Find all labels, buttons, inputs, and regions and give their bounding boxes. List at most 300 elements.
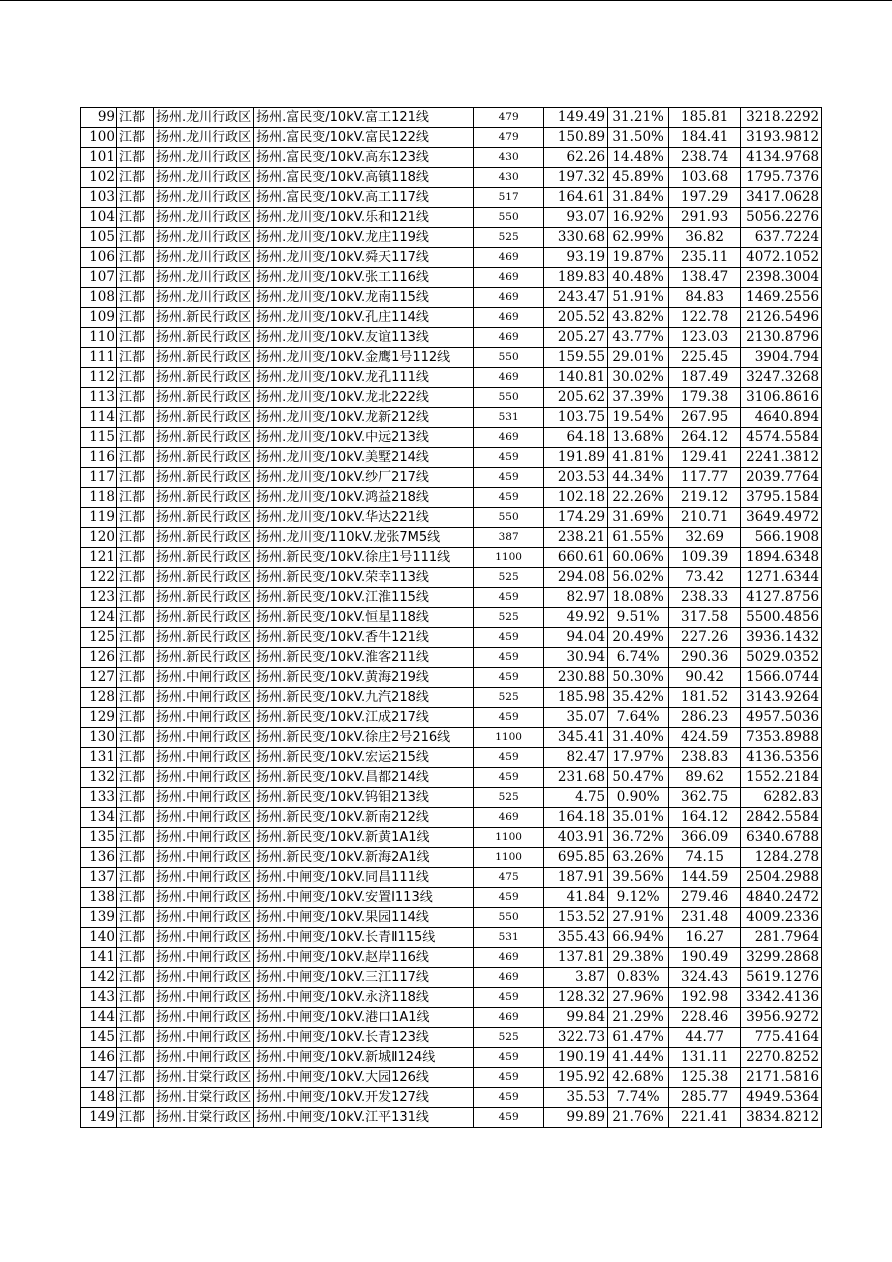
load-rate-cell[interactable]: 50.30%: [608, 668, 669, 688]
margin-energy-cell[interactable]: 5056.2276: [741, 208, 822, 228]
margin-cell[interactable]: 290.36: [669, 648, 741, 668]
capacity-cell[interactable]: 430: [474, 148, 544, 168]
zone-cell[interactable]: 扬州.龙川行政区: [154, 108, 254, 128]
margin-cell[interactable]: 90.42: [669, 668, 741, 688]
margin-energy-cell[interactable]: 3218.2292: [741, 108, 822, 128]
district-cell[interactable]: 江都: [117, 108, 154, 128]
capacity-cell[interactable]: 459: [474, 628, 544, 648]
row-number[interactable]: 123: [81, 588, 117, 608]
zone-cell[interactable]: 扬州.中闸行政区: [154, 688, 254, 708]
load-cell[interactable]: 4.75: [544, 788, 608, 808]
district-cell[interactable]: 江都: [117, 168, 154, 188]
zone-cell[interactable]: 扬州.龙川行政区: [154, 288, 254, 308]
feeder-line-cell[interactable]: 扬州.中闸变/10kV.同昌111线: [254, 868, 474, 888]
row-number[interactable]: 145: [81, 1028, 117, 1048]
zone-cell[interactable]: 扬州.中闸行政区: [154, 1008, 254, 1028]
margin-cell[interactable]: 291.93: [669, 208, 741, 228]
margin-energy-cell[interactable]: 4072.1052: [741, 248, 822, 268]
zone-cell[interactable]: 扬州.中闸行政区: [154, 1048, 254, 1068]
zone-cell[interactable]: 扬州.新民行政区: [154, 308, 254, 328]
zone-cell[interactable]: 扬州.新民行政区: [154, 508, 254, 528]
margin-energy-cell[interactable]: 4640.894: [741, 408, 822, 428]
load-rate-cell[interactable]: 43.77%: [608, 328, 669, 348]
load-cell[interactable]: 355.43: [544, 928, 608, 948]
feeder-line-cell[interactable]: 扬州.龙川变/10kV.张工116线: [254, 268, 474, 288]
zone-cell[interactable]: 扬州.中闸行政区: [154, 908, 254, 928]
load-cell[interactable]: 30.94: [544, 648, 608, 668]
load-cell[interactable]: 197.32: [544, 168, 608, 188]
load-cell[interactable]: 64.18: [544, 428, 608, 448]
district-cell[interactable]: 江都: [117, 548, 154, 568]
zone-cell[interactable]: 扬州.龙川行政区: [154, 148, 254, 168]
district-cell[interactable]: 江都: [117, 508, 154, 528]
row-number[interactable]: 120: [81, 528, 117, 548]
row-number[interactable]: 148: [81, 1088, 117, 1108]
load-cell[interactable]: 93.19: [544, 248, 608, 268]
feeder-line-cell[interactable]: 扬州.中闸变/10kV.新城Ⅱ124线: [254, 1048, 474, 1068]
feeder-line-cell[interactable]: 扬州.新民变/10kV.江淮115线: [254, 588, 474, 608]
margin-cell[interactable]: 164.12: [669, 808, 741, 828]
row-number[interactable]: 147: [81, 1068, 117, 1088]
margin-cell[interactable]: 286.23: [669, 708, 741, 728]
margin-energy-cell[interactable]: 2126.5496: [741, 308, 822, 328]
margin-energy-cell[interactable]: 3143.9264: [741, 688, 822, 708]
load-cell[interactable]: 187.91: [544, 868, 608, 888]
load-rate-cell[interactable]: 0.83%: [608, 968, 669, 988]
district-cell[interactable]: 江都: [117, 268, 154, 288]
district-cell[interactable]: 江都: [117, 808, 154, 828]
feeder-line-cell[interactable]: 扬州.龙川变/10kV.龙南115线: [254, 288, 474, 308]
row-number[interactable]: 111: [81, 348, 117, 368]
zone-cell[interactable]: 扬州.甘棠行政区: [154, 1088, 254, 1108]
zone-cell[interactable]: 扬州.新民行政区: [154, 628, 254, 648]
district-cell[interactable]: 江都: [117, 1088, 154, 1108]
row-number[interactable]: 104: [81, 208, 117, 228]
feeder-line-cell[interactable]: 扬州.新民变/10kV.恒星118线: [254, 608, 474, 628]
row-number[interactable]: 133: [81, 788, 117, 808]
district-cell[interactable]: 江都: [117, 968, 154, 988]
load-rate-cell[interactable]: 44.34%: [608, 468, 669, 488]
margin-energy-cell[interactable]: 4134.9768: [741, 148, 822, 168]
margin-energy-cell[interactable]: 3956.9272: [741, 1008, 822, 1028]
load-rate-cell[interactable]: 66.94%: [608, 928, 669, 948]
zone-cell[interactable]: 扬州.新民行政区: [154, 388, 254, 408]
feeder-line-cell[interactable]: 扬州.新民变/10kV.荣幸113线: [254, 568, 474, 588]
feeder-line-cell[interactable]: 扬州.龙川变/10kV.纱厂217线: [254, 468, 474, 488]
margin-energy-cell[interactable]: 4127.8756: [741, 588, 822, 608]
load-cell[interactable]: 403.91: [544, 828, 608, 848]
margin-cell[interactable]: 362.75: [669, 788, 741, 808]
load-rate-cell[interactable]: 27.91%: [608, 908, 669, 928]
feeder-line-cell[interactable]: 扬州.新民变/10kV.香牛121线: [254, 628, 474, 648]
feeder-line-cell[interactable]: 扬州.中闸变/10kV.开发127线: [254, 1088, 474, 1108]
capacity-cell[interactable]: 531: [474, 408, 544, 428]
load-rate-cell[interactable]: 43.82%: [608, 308, 669, 328]
margin-energy-cell[interactable]: 566.1908: [741, 528, 822, 548]
row-number[interactable]: 121: [81, 548, 117, 568]
margin-energy-cell[interactable]: 2039.7764: [741, 468, 822, 488]
load-cell[interactable]: 185.98: [544, 688, 608, 708]
capacity-cell[interactable]: 525: [474, 228, 544, 248]
row-number[interactable]: 105: [81, 228, 117, 248]
feeder-line-cell[interactable]: 扬州.中闸变/10kV.安置Ⅰ113线: [254, 888, 474, 908]
margin-energy-cell[interactable]: 2504.2988: [741, 868, 822, 888]
district-cell[interactable]: 江都: [117, 368, 154, 388]
feeder-line-cell[interactable]: 扬州.新民变/10kV.钨钼213线: [254, 788, 474, 808]
district-cell[interactable]: 江都: [117, 988, 154, 1008]
load-rate-cell[interactable]: 42.68%: [608, 1068, 669, 1088]
feeder-line-cell[interactable]: 扬州.新民变/10kV.宏运215线: [254, 748, 474, 768]
row-number[interactable]: 134: [81, 808, 117, 828]
margin-energy-cell[interactable]: 3193.9812: [741, 128, 822, 148]
load-rate-cell[interactable]: 19.87%: [608, 248, 669, 268]
load-cell[interactable]: 82.47: [544, 748, 608, 768]
load-rate-cell[interactable]: 31.21%: [608, 108, 669, 128]
margin-cell[interactable]: 424.59: [669, 728, 741, 748]
zone-cell[interactable]: 扬州.龙川行政区: [154, 168, 254, 188]
load-rate-cell[interactable]: 9.12%: [608, 888, 669, 908]
feeder-line-cell[interactable]: 扬州.新民变/10kV.新南212线: [254, 808, 474, 828]
margin-energy-cell[interactable]: 4949.5364: [741, 1088, 822, 1108]
margin-energy-cell[interactable]: 4574.5584: [741, 428, 822, 448]
zone-cell[interactable]: 扬州.新民行政区: [154, 328, 254, 348]
feeder-line-cell[interactable]: 扬州.龙川变/10kV.龙孔111线: [254, 368, 474, 388]
zone-cell[interactable]: 扬州.中闸行政区: [154, 748, 254, 768]
load-rate-cell[interactable]: 16.92%: [608, 208, 669, 228]
zone-cell[interactable]: 扬州.新民行政区: [154, 608, 254, 628]
row-number[interactable]: 128: [81, 688, 117, 708]
row-number[interactable]: 115: [81, 428, 117, 448]
margin-energy-cell[interactable]: 2398.3004: [741, 268, 822, 288]
margin-cell[interactable]: 144.59: [669, 868, 741, 888]
margin-energy-cell[interactable]: 3342.4136: [741, 988, 822, 1008]
margin-energy-cell[interactable]: 1894.6348: [741, 548, 822, 568]
row-number[interactable]: 102: [81, 168, 117, 188]
margin-cell[interactable]: 109.39: [669, 548, 741, 568]
district-cell[interactable]: 江都: [117, 588, 154, 608]
load-cell[interactable]: 195.92: [544, 1068, 608, 1088]
district-cell[interactable]: 江都: [117, 628, 154, 648]
margin-cell[interactable]: 225.45: [669, 348, 741, 368]
district-cell[interactable]: 江都: [117, 928, 154, 948]
zone-cell[interactable]: 扬州.新民行政区: [154, 428, 254, 448]
feeder-line-cell[interactable]: 扬州.中闸变/10kV.长青123线: [254, 1028, 474, 1048]
feeder-line-cell[interactable]: 扬州.新民变/10kV.徐庄1号111线: [254, 548, 474, 568]
capacity-cell[interactable]: 469: [474, 1008, 544, 1028]
feeder-line-cell[interactable]: 扬州.新民变/10kV.徐庄2号216线: [254, 728, 474, 748]
load-cell[interactable]: 243.47: [544, 288, 608, 308]
margin-energy-cell[interactable]: 2842.5584: [741, 808, 822, 828]
load-cell[interactable]: 49.92: [544, 608, 608, 628]
row-number[interactable]: 118: [81, 488, 117, 508]
capacity-cell[interactable]: 550: [474, 208, 544, 228]
feeder-line-cell[interactable]: 扬州.富民变/10kV.高工117线: [254, 188, 474, 208]
capacity-cell[interactable]: 459: [474, 708, 544, 728]
margin-cell[interactable]: 123.03: [669, 328, 741, 348]
row-number[interactable]: 138: [81, 888, 117, 908]
district-cell[interactable]: 江都: [117, 668, 154, 688]
load-rate-cell[interactable]: 35.01%: [608, 808, 669, 828]
load-cell[interactable]: 322.73: [544, 1028, 608, 1048]
district-cell[interactable]: 江都: [117, 1028, 154, 1048]
district-cell[interactable]: 江都: [117, 408, 154, 428]
load-cell[interactable]: 190.19: [544, 1048, 608, 1068]
load-rate-cell[interactable]: 61.47%: [608, 1028, 669, 1048]
margin-cell[interactable]: 190.49: [669, 948, 741, 968]
margin-cell[interactable]: 36.82: [669, 228, 741, 248]
load-cell[interactable]: 82.97: [544, 588, 608, 608]
margin-energy-cell[interactable]: 7353.8988: [741, 728, 822, 748]
zone-cell[interactable]: 扬州.中闸行政区: [154, 808, 254, 828]
feeder-line-cell[interactable]: 扬州.新民变/10kV.黄海219线: [254, 668, 474, 688]
load-rate-cell[interactable]: 17.97%: [608, 748, 669, 768]
load-rate-cell[interactable]: 18.08%: [608, 588, 669, 608]
margin-cell[interactable]: 238.33: [669, 588, 741, 608]
zone-cell[interactable]: 扬州.甘棠行政区: [154, 1068, 254, 1088]
capacity-cell[interactable]: 459: [474, 1048, 544, 1068]
row-number[interactable]: 113: [81, 388, 117, 408]
capacity-cell[interactable]: 469: [474, 328, 544, 348]
row-number[interactable]: 114: [81, 408, 117, 428]
load-rate-cell[interactable]: 51.91%: [608, 288, 669, 308]
district-cell[interactable]: 江都: [117, 748, 154, 768]
margin-energy-cell[interactable]: 3649.4972: [741, 508, 822, 528]
district-cell[interactable]: 江都: [117, 948, 154, 968]
margin-energy-cell[interactable]: 4136.5356: [741, 748, 822, 768]
row-number[interactable]: 110: [81, 328, 117, 348]
zone-cell[interactable]: 扬州.中闸行政区: [154, 848, 254, 868]
feeder-line-cell[interactable]: 扬州.龙川变/10kV.舜天117线: [254, 248, 474, 268]
capacity-cell[interactable]: 479: [474, 128, 544, 148]
zone-cell[interactable]: 扬州.新民行政区: [154, 648, 254, 668]
capacity-cell[interactable]: 1100: [474, 848, 544, 868]
district-cell[interactable]: 江都: [117, 728, 154, 748]
zone-cell[interactable]: 扬州.龙川行政区: [154, 228, 254, 248]
margin-energy-cell[interactable]: 3247.3268: [741, 368, 822, 388]
district-cell[interactable]: 江都: [117, 848, 154, 868]
margin-energy-cell[interactable]: 1469.2556: [741, 288, 822, 308]
zone-cell[interactable]: 扬州.龙川行政区: [154, 128, 254, 148]
margin-cell[interactable]: 103.68: [669, 168, 741, 188]
district-cell[interactable]: 江都: [117, 428, 154, 448]
margin-energy-cell[interactable]: 5029.0352: [741, 648, 822, 668]
margin-energy-cell[interactable]: 5500.4856: [741, 608, 822, 628]
zone-cell[interactable]: 扬州.甘棠行政区: [154, 1108, 254, 1128]
load-cell[interactable]: 128.32: [544, 988, 608, 1008]
feeder-line-cell[interactable]: 扬州.中闸变/10kV.赵岸116线: [254, 948, 474, 968]
capacity-cell[interactable]: 430: [474, 168, 544, 188]
district-cell[interactable]: 江都: [117, 1048, 154, 1068]
margin-cell[interactable]: 184.41: [669, 128, 741, 148]
margin-energy-cell[interactable]: 4957.5036: [741, 708, 822, 728]
margin-cell[interactable]: 231.48: [669, 908, 741, 928]
feeder-line-cell[interactable]: 扬州.龙川变/10kV.鸿益218线: [254, 488, 474, 508]
row-number[interactable]: 103: [81, 188, 117, 208]
capacity-cell[interactable]: 469: [474, 948, 544, 968]
district-cell[interactable]: 江都: [117, 608, 154, 628]
capacity-cell[interactable]: 459: [474, 748, 544, 768]
capacity-cell[interactable]: 469: [474, 968, 544, 988]
margin-cell[interactable]: 117.77: [669, 468, 741, 488]
district-cell[interactable]: 江都: [117, 308, 154, 328]
zone-cell[interactable]: 扬州.中闸行政区: [154, 928, 254, 948]
capacity-cell[interactable]: 531: [474, 928, 544, 948]
load-rate-cell[interactable]: 36.72%: [608, 828, 669, 848]
capacity-cell[interactable]: 459: [474, 1068, 544, 1088]
capacity-cell[interactable]: 469: [474, 288, 544, 308]
capacity-cell[interactable]: 517: [474, 188, 544, 208]
margin-cell[interactable]: 131.11: [669, 1048, 741, 1068]
margin-energy-cell[interactable]: 3795.1584: [741, 488, 822, 508]
zone-cell[interactable]: 扬州.龙川行政区: [154, 208, 254, 228]
margin-cell[interactable]: 219.12: [669, 488, 741, 508]
margin-cell[interactable]: 185.81: [669, 108, 741, 128]
margin-energy-cell[interactable]: 1795.7376: [741, 168, 822, 188]
capacity-cell[interactable]: 550: [474, 508, 544, 528]
capacity-cell[interactable]: 525: [474, 1028, 544, 1048]
zone-cell[interactable]: 扬州.中闸行政区: [154, 948, 254, 968]
zone-cell[interactable]: 扬州.中闸行政区: [154, 968, 254, 988]
margin-energy-cell[interactable]: 3936.1432: [741, 628, 822, 648]
zone-cell[interactable]: 扬州.中闸行政区: [154, 828, 254, 848]
load-rate-cell[interactable]: 35.42%: [608, 688, 669, 708]
row-number[interactable]: 135: [81, 828, 117, 848]
feeder-line-cell[interactable]: 扬州.中闸变/10kV.江平131线: [254, 1108, 474, 1128]
feeder-line-cell[interactable]: 扬州.龙川变/10kV.金鹰1号112线: [254, 348, 474, 368]
feeder-line-cell[interactable]: 扬州.新民变/10kV.淮客211线: [254, 648, 474, 668]
row-number[interactable]: 119: [81, 508, 117, 528]
district-cell[interactable]: 江都: [117, 228, 154, 248]
row-number[interactable]: 139: [81, 908, 117, 928]
zone-cell[interactable]: 扬州.中闸行政区: [154, 1028, 254, 1048]
margin-cell[interactable]: 267.95: [669, 408, 741, 428]
load-rate-cell[interactable]: 31.84%: [608, 188, 669, 208]
load-cell[interactable]: 93.07: [544, 208, 608, 228]
row-number[interactable]: 109: [81, 308, 117, 328]
margin-cell[interactable]: 238.74: [669, 148, 741, 168]
capacity-cell[interactable]: 550: [474, 388, 544, 408]
margin-cell[interactable]: 324.43: [669, 968, 741, 988]
margin-energy-cell[interactable]: 637.7224: [741, 228, 822, 248]
row-number[interactable]: 107: [81, 268, 117, 288]
margin-energy-cell[interactable]: 4009.2336: [741, 908, 822, 928]
capacity-cell[interactable]: 525: [474, 688, 544, 708]
margin-energy-cell[interactable]: 4840.2472: [741, 888, 822, 908]
capacity-cell[interactable]: 1100: [474, 548, 544, 568]
district-cell[interactable]: 江都: [117, 568, 154, 588]
margin-cell[interactable]: 138.47: [669, 268, 741, 288]
capacity-cell[interactable]: 469: [474, 248, 544, 268]
district-cell[interactable]: 江都: [117, 1108, 154, 1128]
feeder-line-cell[interactable]: 扬州.新民变/10kV.新海2A1线: [254, 848, 474, 868]
load-rate-cell[interactable]: 50.47%: [608, 768, 669, 788]
load-cell[interactable]: 205.62: [544, 388, 608, 408]
district-cell[interactable]: 江都: [117, 248, 154, 268]
margin-cell[interactable]: 125.38: [669, 1068, 741, 1088]
zone-cell[interactable]: 扬州.中闸行政区: [154, 768, 254, 788]
zone-cell[interactable]: 扬州.新民行政区: [154, 368, 254, 388]
district-cell[interactable]: 江都: [117, 688, 154, 708]
load-rate-cell[interactable]: 9.51%: [608, 608, 669, 628]
margin-energy-cell[interactable]: 3106.8616: [741, 388, 822, 408]
district-cell[interactable]: 江都: [117, 348, 154, 368]
load-rate-cell[interactable]: 41.81%: [608, 448, 669, 468]
margin-cell[interactable]: 129.41: [669, 448, 741, 468]
district-cell[interactable]: 江都: [117, 908, 154, 928]
capacity-cell[interactable]: 459: [474, 768, 544, 788]
load-cell[interactable]: 137.81: [544, 948, 608, 968]
load-cell[interactable]: 345.41: [544, 728, 608, 748]
load-rate-cell[interactable]: 31.50%: [608, 128, 669, 148]
margin-energy-cell[interactable]: 6282.83: [741, 788, 822, 808]
margin-cell[interactable]: 181.52: [669, 688, 741, 708]
capacity-cell[interactable]: 469: [474, 368, 544, 388]
load-rate-cell[interactable]: 29.01%: [608, 348, 669, 368]
capacity-cell[interactable]: 469: [474, 268, 544, 288]
capacity-cell[interactable]: 550: [474, 348, 544, 368]
load-cell[interactable]: 695.85: [544, 848, 608, 868]
margin-cell[interactable]: 179.38: [669, 388, 741, 408]
capacity-cell[interactable]: 1100: [474, 828, 544, 848]
row-number[interactable]: 144: [81, 1008, 117, 1028]
margin-cell[interactable]: 187.49: [669, 368, 741, 388]
load-cell[interactable]: 159.55: [544, 348, 608, 368]
feeder-line-cell[interactable]: 扬州.龙川变/10kV.中远213线: [254, 428, 474, 448]
zone-cell[interactable]: 扬州.龙川行政区: [154, 188, 254, 208]
margin-cell[interactable]: 32.69: [669, 528, 741, 548]
load-cell[interactable]: 660.61: [544, 548, 608, 568]
row-number[interactable]: 117: [81, 468, 117, 488]
feeder-line-cell[interactable]: 扬州.中闸变/10kV.三江117线: [254, 968, 474, 988]
load-cell[interactable]: 35.07: [544, 708, 608, 728]
load-cell[interactable]: 164.61: [544, 188, 608, 208]
margin-energy-cell[interactable]: 1271.6344: [741, 568, 822, 588]
zone-cell[interactable]: 扬州.中闸行政区: [154, 708, 254, 728]
margin-energy-cell[interactable]: 3299.2868: [741, 948, 822, 968]
load-rate-cell[interactable]: 40.48%: [608, 268, 669, 288]
margin-cell[interactable]: 210.71: [669, 508, 741, 528]
margin-cell[interactable]: 44.77: [669, 1028, 741, 1048]
margin-cell[interactable]: 228.46: [669, 1008, 741, 1028]
margin-cell[interactable]: 192.98: [669, 988, 741, 1008]
district-cell[interactable]: 江都: [117, 648, 154, 668]
load-rate-cell[interactable]: 29.38%: [608, 948, 669, 968]
load-rate-cell[interactable]: 30.02%: [608, 368, 669, 388]
row-number[interactable]: 137: [81, 868, 117, 888]
load-cell[interactable]: 164.18: [544, 808, 608, 828]
load-cell[interactable]: 174.29: [544, 508, 608, 528]
margin-energy-cell[interactable]: 1566.0744: [741, 668, 822, 688]
load-cell[interactable]: 203.53: [544, 468, 608, 488]
row-number[interactable]: 127: [81, 668, 117, 688]
district-cell[interactable]: 江都: [117, 448, 154, 468]
district-cell[interactable]: 江都: [117, 788, 154, 808]
margin-cell[interactable]: 197.29: [669, 188, 741, 208]
load-cell[interactable]: 238.21: [544, 528, 608, 548]
district-cell[interactable]: 江都: [117, 328, 154, 348]
capacity-cell[interactable]: 387: [474, 528, 544, 548]
zone-cell[interactable]: 扬州.龙川行政区: [154, 268, 254, 288]
zone-cell[interactable]: 扬州.新民行政区: [154, 568, 254, 588]
load-cell[interactable]: 41.84: [544, 888, 608, 908]
row-number[interactable]: 149: [81, 1108, 117, 1128]
capacity-cell[interactable]: 525: [474, 568, 544, 588]
row-number[interactable]: 112: [81, 368, 117, 388]
margin-cell[interactable]: 16.27: [669, 928, 741, 948]
row-number[interactable]: 101: [81, 148, 117, 168]
feeder-line-cell[interactable]: 扬州.富民变/10kV.高东123线: [254, 148, 474, 168]
margin-energy-cell[interactable]: 2130.8796: [741, 328, 822, 348]
